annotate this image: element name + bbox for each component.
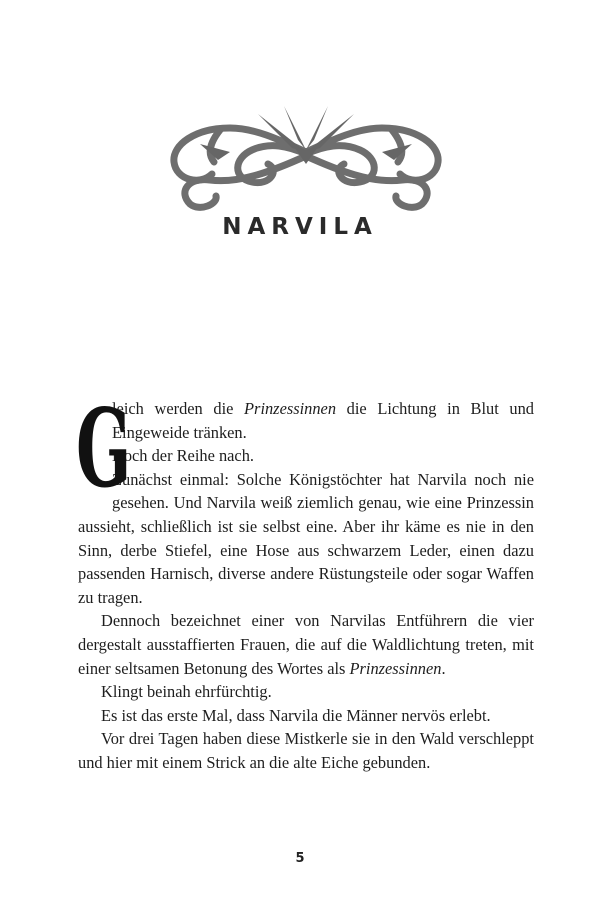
paragraph-5: Klingt beinah ehrfürchtig. <box>101 682 272 702</box>
paragraph-1-text-b: die Lichtung in Blut und Eingeweide tränken. <box>112 399 534 442</box>
chapter-title: NARVILA <box>222 214 378 240</box>
paragraph-1-text-a: leich werden die <box>112 399 245 418</box>
paragraph-1-emphasis: Prinzessinnen <box>244 399 337 418</box>
paragraph-7: Vor drei Tagen haben diese Mistkerle sie in den Wald verschleppt und hier mit einem Strick an die alte Eiche gebunden. <box>78 729 534 772</box>
paragraph-2: Doch der Reihe nach. <box>112 446 254 466</box>
drop-cap: G <box>76 386 132 512</box>
paragraph-4-text-a: Dennoch bezeichnet einer von Narvilas Entführern die vier dergestalt ausstaffierten Frauen, die auf die Waldlichtung treten, mit einer seltsamen Betonung des Wortes als <box>78 611 534 678</box>
paragraph-4 <box>78 609 534 680</box>
paragraph-4-emphasis: Prinzessinnen <box>349 658 442 678</box>
page-number: 5 <box>295 851 305 866</box>
paragraph-3: Zunächst einmal: Solche Königstöchter hat Narvila noch nie gesehen. Und Narvila weiß ziemlich genau, wie eine Prinzessin aussieht, schließlich ist sie selbst eine. Aber ihr käme es nie in den Sinn, derbe Stiefel, eine Hose aus schwarzem Leder, einen dazu passenden Harnisch, diverse andere Rüstungsteile oder sogar Waffen zu tragen. <box>78 469 534 607</box>
flourish-ornament <box>160 100 452 212</box>
paragraph-4-text-b: . <box>441 658 446 678</box>
chapter-body <box>76 386 534 775</box>
paragraph-6: Es ist das erste Mal, dass Narvila die Männer nervös erlebt. <box>101 705 491 725</box>
